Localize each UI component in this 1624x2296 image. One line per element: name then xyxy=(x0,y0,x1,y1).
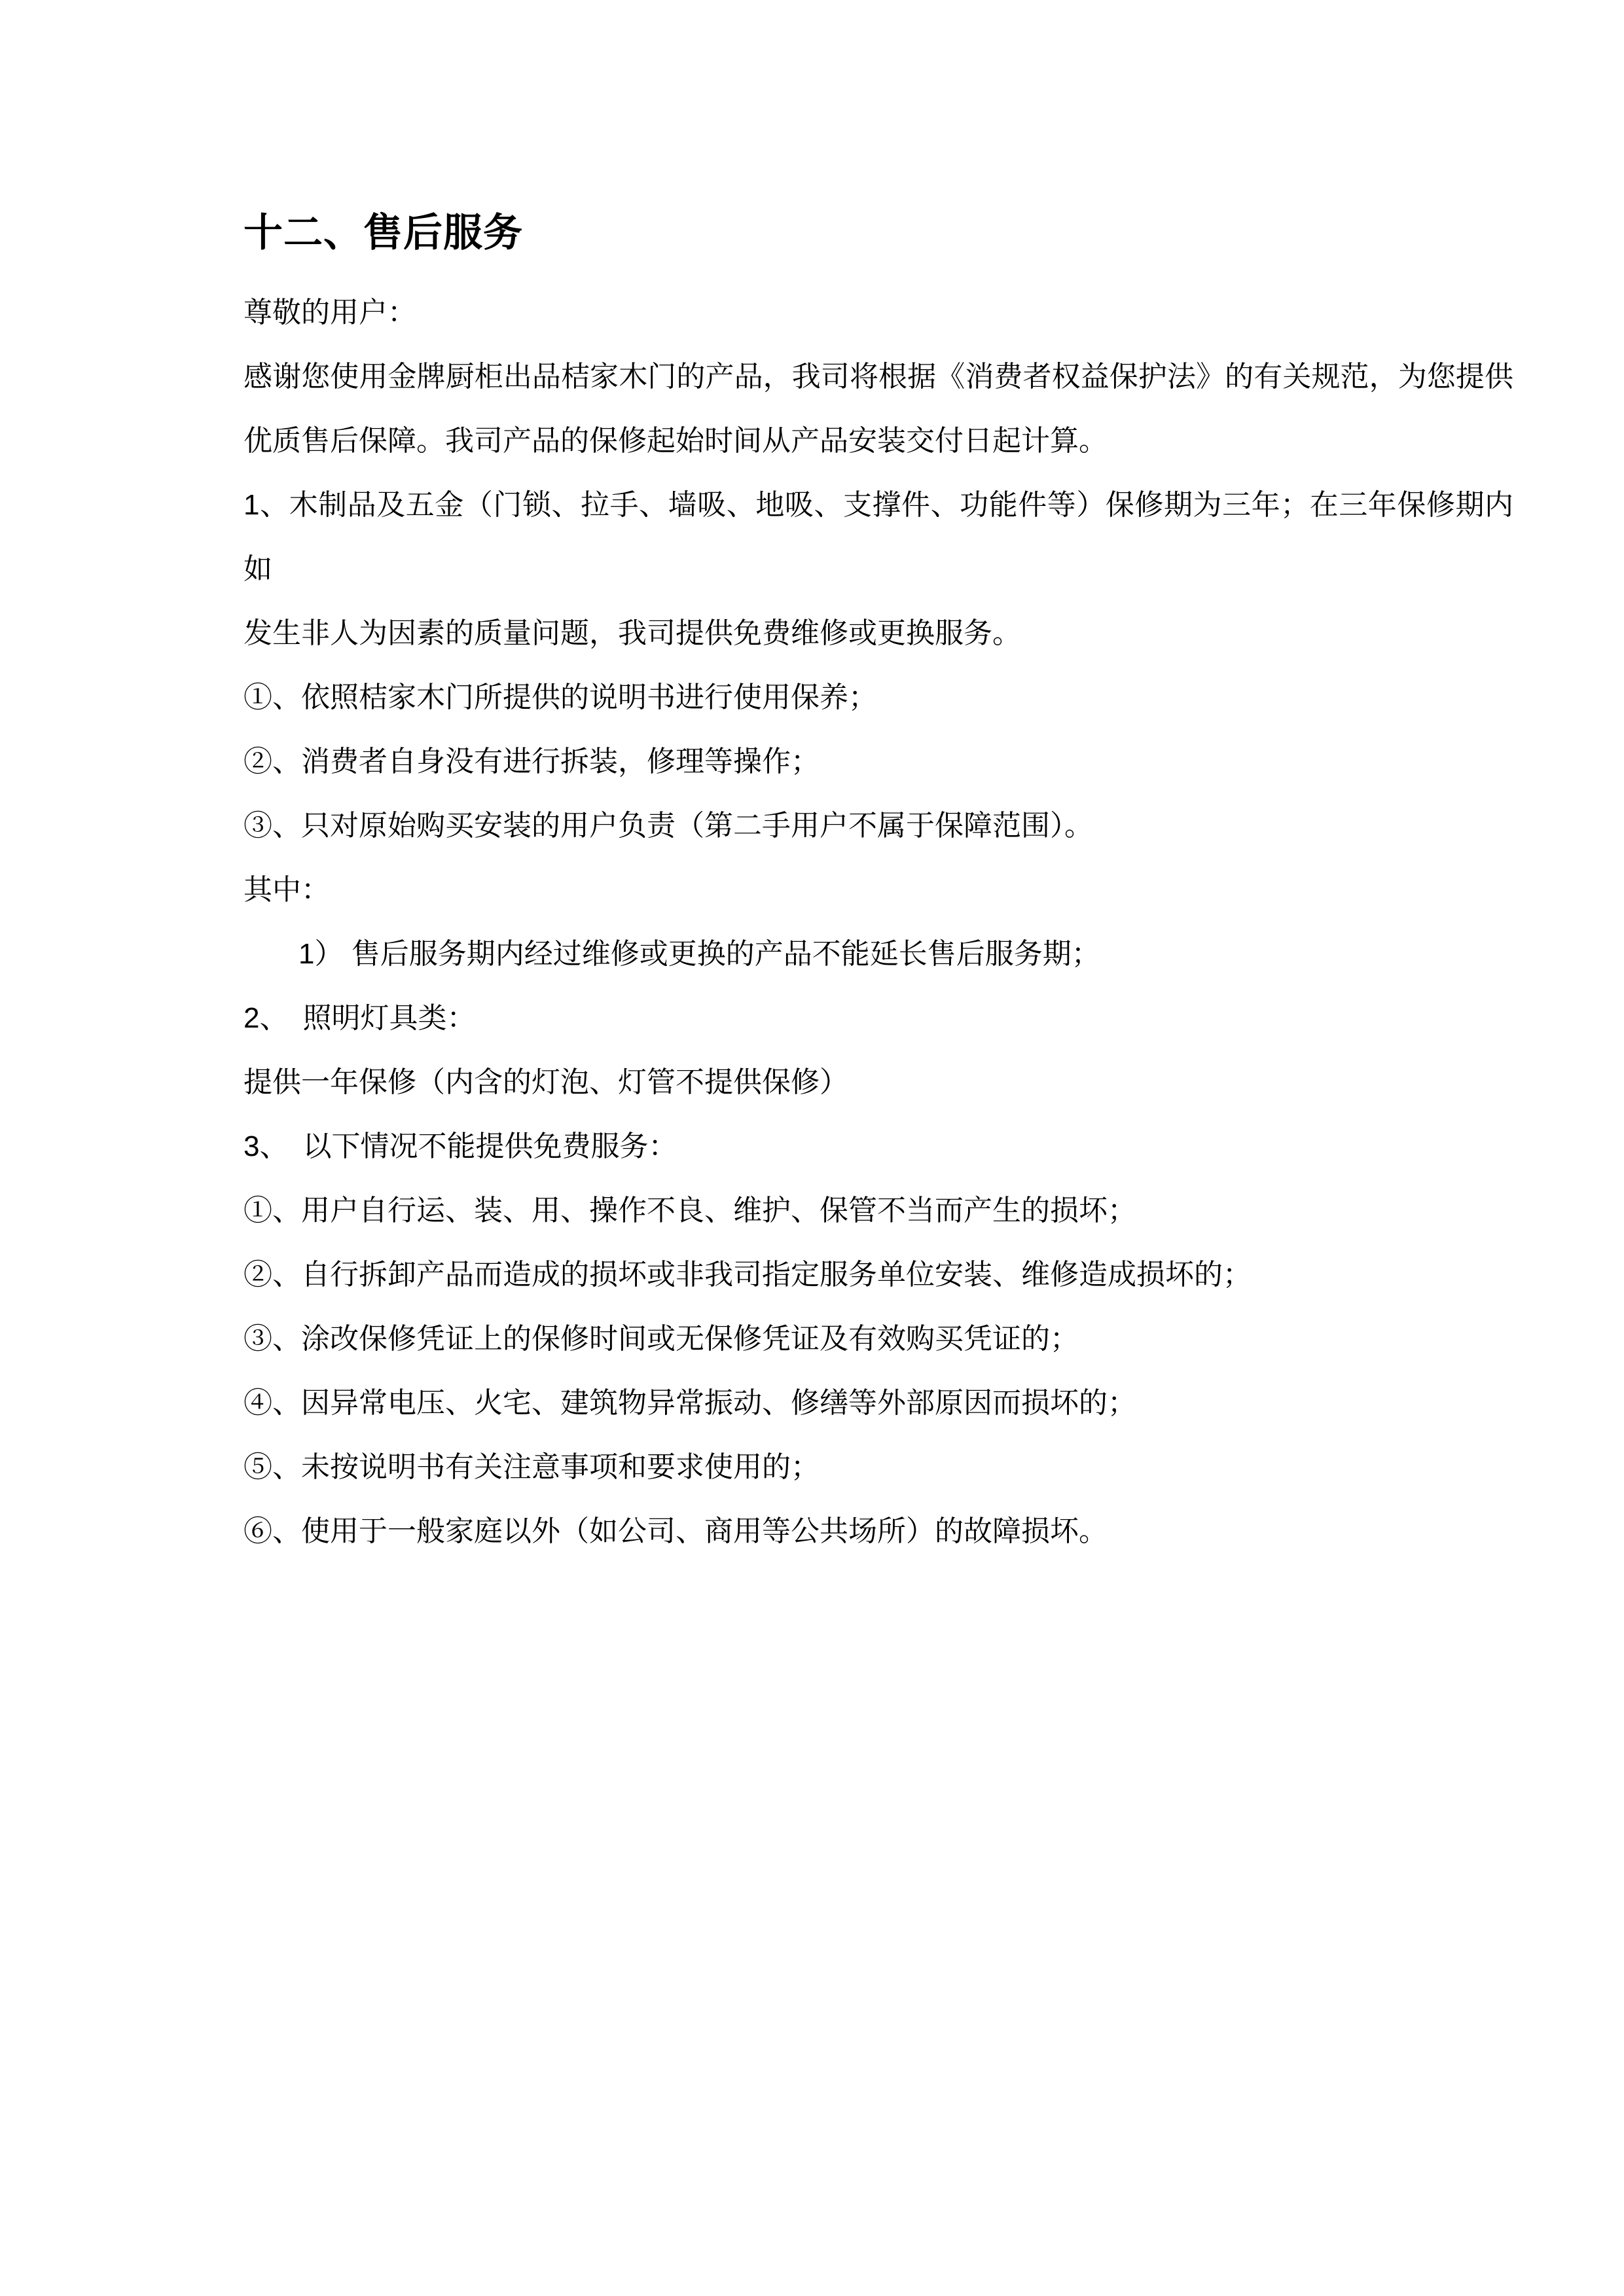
document-line: ③、涂改保修凭证上的保修时间或无保修凭证及有效购买凭证的； xyxy=(244,1323,1079,1355)
document-line: ①、依照桔家木门所提供的说明书进行使用保养； xyxy=(244,681,877,713)
document-line: 其中： xyxy=(244,874,330,906)
document-line: 优质售后保障。我司产品的保修起始时间从产品安装交付日起计算。 xyxy=(244,425,1108,457)
document-line: 尊敬的用户： xyxy=(244,296,416,329)
document-line: ②、消费者自身没有进行拆装，修理等操作； xyxy=(244,745,820,778)
document-line: ①、用户自行运、装、用、操作不良、维护、保管不当而产生的损坏； xyxy=(244,1194,1136,1227)
document-line: 提供一年保修（内含的灯泡、灯管不提供保修） xyxy=(244,1066,848,1098)
document-line: 2、 照明灯具类： xyxy=(244,1002,476,1034)
document-line: 3、 以下情况不能提供免费服务： xyxy=(244,1130,677,1162)
document-line: ④、因异常电压、火宅、建筑物异常振动、修缮等外部原因而损坏的； xyxy=(244,1387,1136,1419)
document-content xyxy=(244,0,1513,1564)
document-line: 1、木制品及五金（门锁、拉手、墙吸、地吸、支撑件、功能件等）保修期为三年；在三年保修期内如 xyxy=(244,489,1513,585)
document-line: ⑥、使用于一般家庭以外（如公司、商用等公共场所）的故障损坏。 xyxy=(244,1515,1108,1547)
document-line: ⑤、未按说明书有关注意事项和要求使用的； xyxy=(244,1451,820,1483)
document-line: ③、只对原始购买安装的用户负责（第二手用户不属于保障范围）。 xyxy=(244,810,1093,842)
document-line: 感谢您使用金牌厨柜出品桔家木门的产品，我司将根据《消费者权益保护法》的有关规范，为您提供 xyxy=(244,361,1513,393)
document-line: ②、自行拆卸产品而造成的损坏或非我司指定服务单位安装、维修造成损坏的； xyxy=(244,1259,1252,1291)
document-line: 1） 售后服务期内经过维修或更换的产品不能延长售后服务期； xyxy=(298,938,1100,970)
document-line: 发生非人为因素的质量问题，我司提供免费维修或更换服务。 xyxy=(244,617,1021,649)
section-title: 十二、售后服务 xyxy=(244,211,523,255)
document-body xyxy=(244,281,1513,1564)
